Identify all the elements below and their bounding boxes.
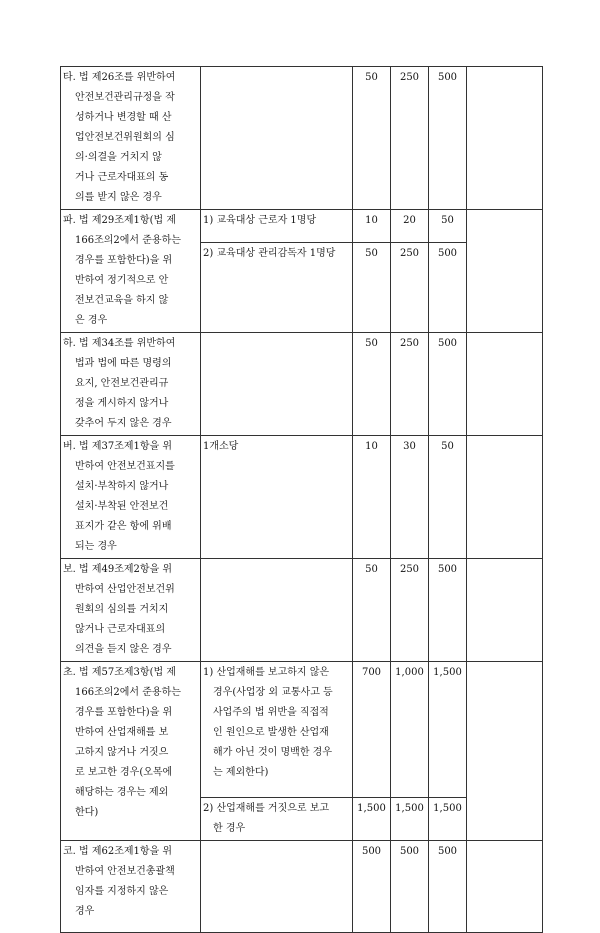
amount-third: 500 xyxy=(429,559,467,662)
violation-cell: 코. 법 제62조제1항을 위 반하여 안전보건총괄책 임자를 지정하지 않은 경우 xyxy=(61,841,201,933)
amount-second: 250 xyxy=(391,243,429,333)
amount-third: 500 xyxy=(429,67,467,210)
amount-first: 50 xyxy=(353,243,391,333)
detail-cell: 2) 교육대상 관리감독자 1명당 xyxy=(201,243,353,333)
amount-first: 10 xyxy=(353,210,391,243)
table-row xyxy=(61,559,543,662)
remarks-cell xyxy=(467,210,543,333)
detail-cell: 1) 산업재해를 보고하지 않은 경우(사업장 외 교통사고 등 사업주의 법 위반을 직접적 인 원인으로 발생한 산업재 해가 아닌 것이 명백한 경우 는 제외한다) xyxy=(201,662,353,798)
amount-third: 1,500 xyxy=(429,662,467,798)
amount-second: 250 xyxy=(391,333,429,436)
amount-first: 50 xyxy=(353,559,391,662)
violation-cell: 파. 법 제29조제1항(법 제 166조의2에서 준용하는 경우를 포함한다)을 위 반하여 정기적으로 안 전보건교육을 하지 않 은 경우 xyxy=(61,210,201,333)
remarks-cell xyxy=(467,662,543,841)
table-row xyxy=(61,210,543,243)
amount-second: 20 xyxy=(391,210,429,243)
detail-cell xyxy=(201,841,353,933)
amount-third: 50 xyxy=(429,436,467,559)
amount-second: 250 xyxy=(391,67,429,210)
amount-first: 1,500 xyxy=(353,798,391,841)
detail-cell xyxy=(201,333,353,436)
table-row xyxy=(61,333,543,436)
table-row xyxy=(61,67,543,210)
amount-second: 1,500 xyxy=(391,798,429,841)
remarks-cell xyxy=(467,67,543,210)
remarks-cell xyxy=(467,559,543,662)
table-row xyxy=(61,662,543,798)
amount-third: 500 xyxy=(429,841,467,933)
amount-third: 1,500 xyxy=(429,798,467,841)
detail-cell xyxy=(201,559,353,662)
penalty-table xyxy=(60,66,543,933)
table-row xyxy=(61,436,543,559)
amount-third: 50 xyxy=(429,210,467,243)
amount-second: 500 xyxy=(391,841,429,933)
violation-cell: 타. 법 제26조를 위반하여 안전보건관리규정을 작 성하거나 변경할 때 산 업안전보건위원회의 심 의·의결을 거치지 않 거나 근로자대표의 동 의를 받지 않은 경우 xyxy=(61,67,201,210)
violation-cell: 보. 법 제49조제2항을 위 반하여 산업안전보건위 원회의 심의를 거치지 않거나 근로자대표의 의견을 듣지 않은 경우 xyxy=(61,559,201,662)
amount-third: 500 xyxy=(429,243,467,333)
table-row xyxy=(61,841,543,933)
amount-first: 10 xyxy=(353,436,391,559)
remarks-cell xyxy=(467,333,543,436)
detail-cell: 1) 교육대상 근로자 1명당 xyxy=(201,210,353,243)
amount-third: 500 xyxy=(429,333,467,436)
detail-cell xyxy=(201,67,353,210)
amount-second: 250 xyxy=(391,559,429,662)
remarks-cell xyxy=(467,841,543,933)
amount-first: 500 xyxy=(353,841,391,933)
remarks-cell xyxy=(467,436,543,559)
amount-first: 50 xyxy=(353,67,391,210)
violation-cell: 초. 법 제57조제3항(법 제 166조의2에서 준용하는 경우를 포함한다)을 위 반하여 산업재해를 보 고하지 않거나 거짓으 로 보고한 경우(오목에 해당하는 경우는 제외 한다) xyxy=(61,662,201,841)
amount-first: 50 xyxy=(353,333,391,436)
violation-cell: 하. 법 제34조를 위반하여 법과 법에 따른 명령의 요지, 안전보건관리규 정을 게시하지 않거나 갖추어 두지 않은 경우 xyxy=(61,333,201,436)
amount-second: 30 xyxy=(391,436,429,559)
amount-second: 1,000 xyxy=(391,662,429,798)
amount-first: 700 xyxy=(353,662,391,798)
detail-cell: 2) 산업재해를 거짓으로 보고 한 경우 xyxy=(201,798,353,841)
violation-cell: 버. 법 제37조제1항을 위 반하여 안전보건표지를 설치·부착하지 않거나 설치·부착된 안전보건 표지가 같은 항에 위배 되는 경우 xyxy=(61,436,201,559)
detail-cell: 1개소당 xyxy=(201,436,353,559)
